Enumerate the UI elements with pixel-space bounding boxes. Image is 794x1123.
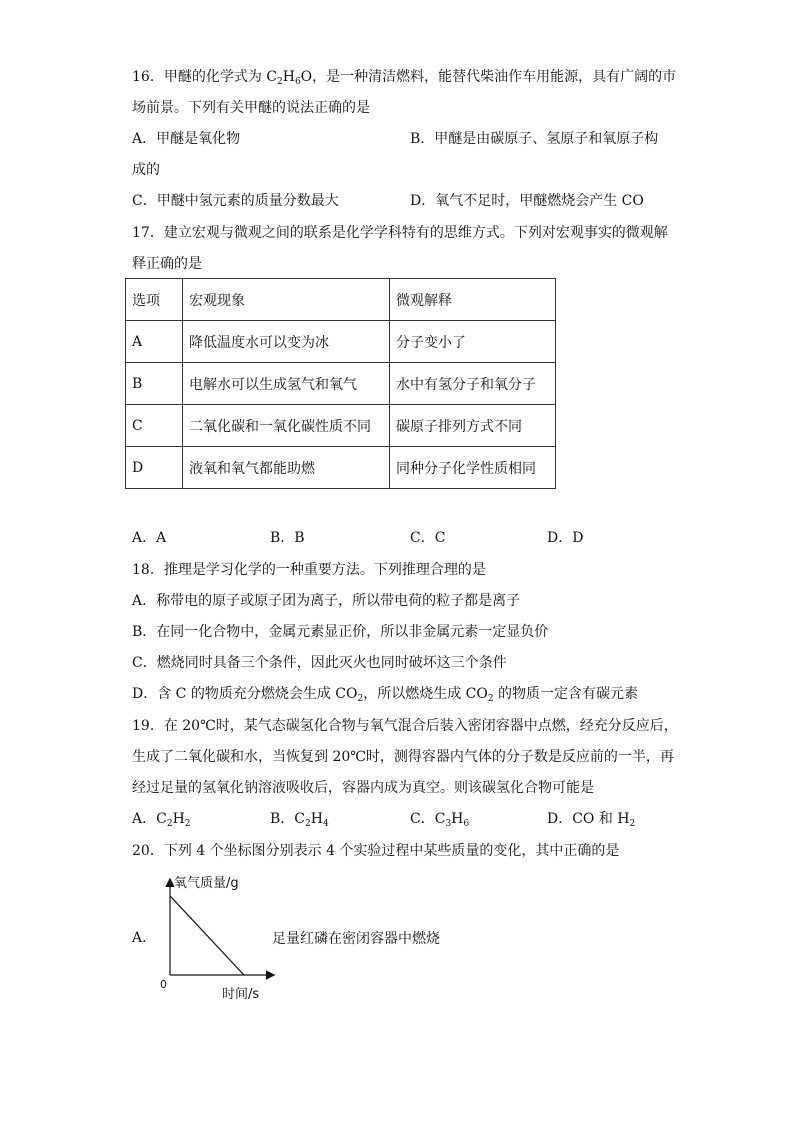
q20-graph-a — [155, 870, 285, 1005]
table-row — [126, 447, 556, 489]
q19-option-b-part: H — [310, 811, 323, 827]
table-cell: C — [126, 405, 183, 447]
q19-option-c-part: C．C — [410, 811, 446, 827]
series-line — [170, 896, 244, 975]
q18-option-c: C．燃烧同时具备三个条件，因此灭火也同时破坏这三个条件 — [132, 655, 507, 671]
q18-option-d-part: ，所以燃烧生成 CO — [363, 686, 488, 702]
q19-stem-line2: 生成了二氧化碳和水，当恢复到 20℃时，测得容器内气体的分子数是反应前的一半，再 — [132, 749, 674, 765]
q19-option-d-part: D．CO 和 H — [547, 811, 630, 827]
q19-option-b-part: B．C — [270, 811, 305, 827]
q19-option-d — [547, 809, 635, 829]
q17-option-b: B．B — [270, 530, 305, 546]
table-row — [126, 363, 556, 405]
q16-stem-line2: 场前景。下列有关甲醚的说法正确的是 — [132, 100, 370, 116]
table-cell: B — [126, 363, 183, 405]
q19-option-a-part: H — [172, 811, 185, 827]
q16-stem-part: O，是一种清洁燃料，能替代柴油作车用能源，具有广阔的市 — [300, 69, 677, 85]
q19-stem-line3: 经过足量的氢氧化钠溶液吸收后，容器内成为真空。则该碳氢化合物可能是 — [132, 780, 594, 796]
q16-subscript: 6 — [294, 77, 301, 87]
table-header-cell: 微观解释 — [390, 279, 556, 321]
table-header-cell: 选项 — [126, 279, 183, 321]
q19-subscript: 2 — [184, 819, 191, 829]
q16-option-b: B．甲醚是由碳原子、氢原子和氧原子构 — [410, 131, 659, 147]
q19-subscript: 3 — [445, 819, 452, 829]
table-cell: 降低温度水可以变为冰 — [183, 321, 390, 363]
table-cell: 水中有氢分子和氧分子 — [390, 363, 556, 405]
q19-option-c — [410, 809, 469, 829]
table-row — [126, 405, 556, 447]
q19-subscript: 4 — [322, 819, 329, 829]
q17-option-d: D．D — [547, 530, 584, 546]
table-header-cell: 宏观现象 — [183, 279, 390, 321]
q16-subscript: 2 — [276, 77, 283, 87]
q16-stem-part: H — [282, 69, 295, 85]
q19-subscript: 2 — [305, 819, 311, 829]
q17-option-a: A．A — [132, 530, 167, 546]
q19-option-c-part: H — [451, 811, 464, 827]
table-cell: 碳原子排列方式不同 — [390, 405, 556, 447]
y-axis-label: 氧气质量/g — [174, 876, 239, 891]
q19-subscript: 2 — [166, 819, 173, 829]
q20-option-a-desc: 足量红磷在密闭容器中燃烧 — [272, 931, 440, 947]
table-cell: 同种分子化学性质相同 — [390, 447, 556, 489]
q19-option-a-part: A．C — [132, 811, 167, 827]
q16-option-b-cont: 成的 — [132, 162, 160, 178]
q18-stem: 18．推理是学习化学的一种重要方法。下列推理合理的是 — [132, 562, 486, 578]
q19-subscript: 2 — [629, 819, 636, 829]
q16-stem-part: 16．甲醚的化学式为 C — [132, 69, 277, 85]
q20-stem: 20．下列 4 个坐标图分别表示 4 个实验过程中某些质量的变化，其中正确的是 — [132, 843, 620, 859]
q17-stem-line1: 17．建立宏观与微观之间的联系是化学学科特有的思维方式。下列对宏观事实的微观解 — [132, 225, 668, 241]
q17-table — [125, 278, 556, 489]
table-cell: A — [126, 321, 183, 363]
q18-option-b: B．在同一化合物中，金属元素显正价，所以非金属元素一定显负价 — [132, 624, 549, 640]
q18-subscript: 2 — [487, 694, 494, 704]
table-cell: D — [126, 447, 183, 489]
q20-option-a-label: A． — [132, 930, 157, 946]
q19-subscript: 6 — [463, 819, 470, 829]
q16-option-a: A．甲醚是氧化物 — [132, 131, 241, 147]
q19-option-a — [132, 809, 191, 829]
q18-option-d — [132, 684, 638, 704]
table-cell: 分子变小了 — [390, 321, 556, 363]
table-row — [126, 321, 556, 363]
q16-option-d: D．氧气不足时，甲醚燃烧会产生 CO — [410, 193, 644, 209]
table-cell: 二氧化碳和一氧化碳性质不同 — [183, 405, 390, 447]
origin-label: 0 — [160, 978, 167, 991]
q16-stem-line1 — [132, 67, 676, 87]
q17-option-c: C．C — [410, 530, 446, 546]
table-header-row — [126, 279, 556, 321]
x-axis-label: 时间/s — [222, 987, 260, 1002]
table-cell: 液氧和氧气都能助燃 — [183, 447, 390, 489]
q16-option-c: C．甲醚中氢元素的质量分数最大 — [132, 193, 339, 209]
q18-option-d-part: D．含 C 的物质充分燃烧会生成 CO — [132, 686, 358, 702]
table-cell: 电解水可以生成氢气和氧气 — [183, 363, 390, 405]
q19-stem-line1: 19．在 20℃时，某气态碳氢化合物与氧气混合后装入密闭容器中点燃，经充分反应后， — [132, 718, 678, 734]
q18-option-a: A．称带电的原子或原子团为离子，所以带电荷的粒子都是离子 — [132, 593, 521, 609]
q19-option-b — [270, 809, 329, 829]
q17-stem-line2: 释正确的是 — [132, 256, 202, 272]
q18-subscript: 2 — [357, 694, 364, 704]
q18-option-d-part: 的物质一定含有碳元素 — [493, 686, 639, 702]
